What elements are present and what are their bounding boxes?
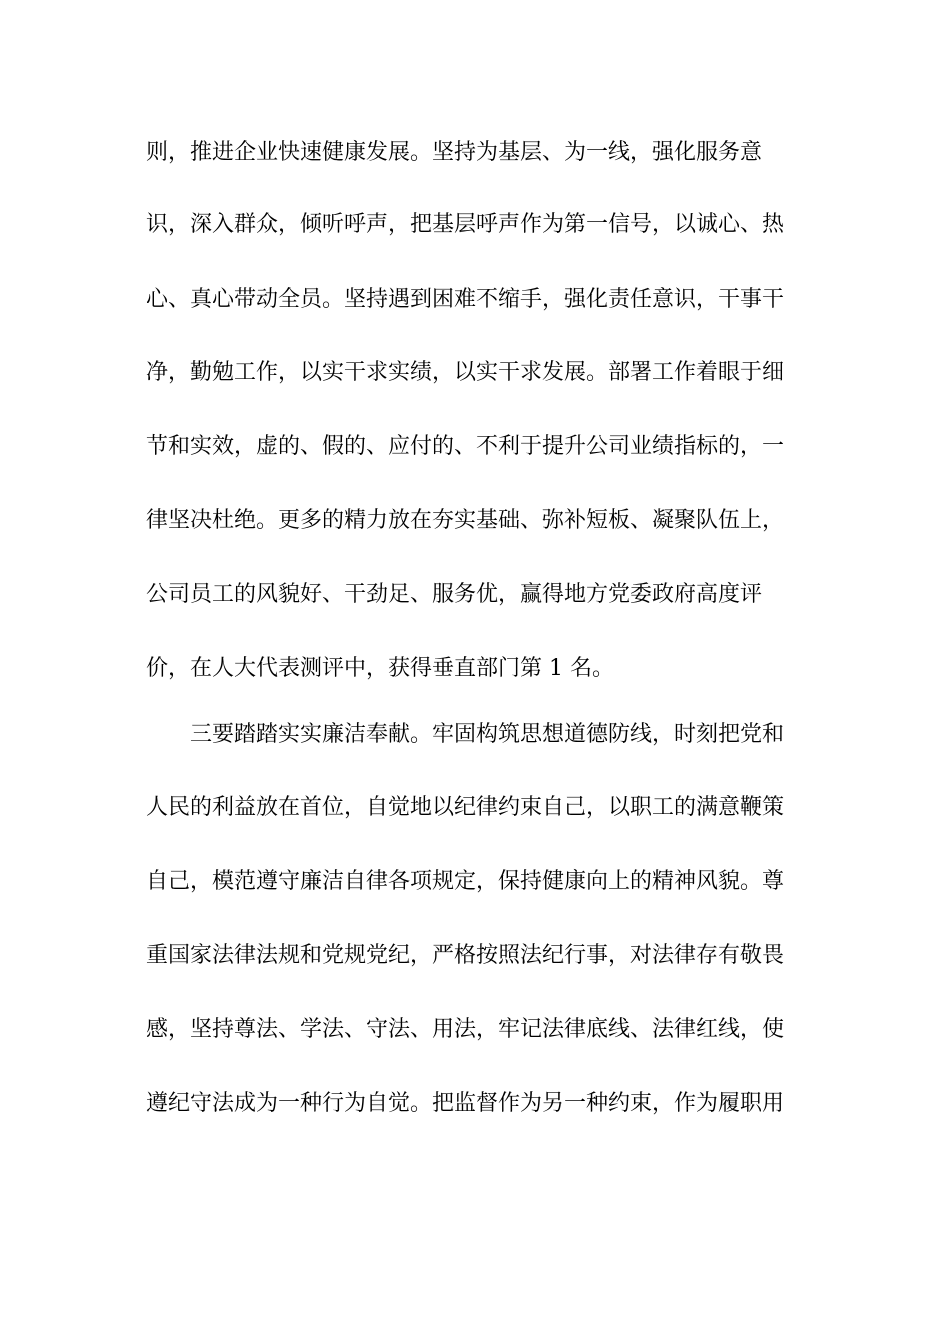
text-line: 人民的利益放在首位，自觉地以纪律约束自己，以职工的满意鞭策 bbox=[146, 795, 785, 820]
text-line: 心、真心带动全员。坚持遇到困难不缩手，强化责任意识，干事干 bbox=[146, 287, 785, 312]
text-line: 重国家法律法规和党规党纪，严格按照法纪行事，对法律存有敬畏 bbox=[146, 943, 785, 968]
text-line: 遵纪守法成为一种行为自觉。把监督作为另一种约束，作为履职用 bbox=[146, 1091, 785, 1116]
text-line: 自己，模范遵守廉洁自律各项规定，保持健康向上的精神风貌。尊 bbox=[146, 869, 785, 894]
paragraph-first-line: 三要踏踏实实廉洁奉献。牢固构筑思想道德防线，时刻把党和 bbox=[190, 722, 785, 747]
text-line: 则，推进企业快速健康发展。坚持为基层、为一线，强化服务意 bbox=[146, 140, 763, 165]
text-line: 公司员工的风貌好、干劲足、服务优，赢得地方党委政府高度评 bbox=[146, 582, 763, 607]
text-line: 净，勤勉工作，以实干求实绩，以实干求发展。部署工作着眼于细 bbox=[146, 360, 785, 385]
text-line: 价，在人大代表测评中，获得垂直部门第 1 名。 bbox=[146, 656, 614, 681]
text-line: 感，坚持尊法、学法、守法、用法，牢记法律底线、法律红线，使 bbox=[146, 1017, 785, 1042]
text-line: 识，深入群众，倾听呼声，把基层呼声作为第一信号，以诚心、热 bbox=[146, 212, 785, 237]
text-line: 节和实效，虚的、假的、应付的、不利于提升公司业绩指标的，一 bbox=[146, 434, 785, 459]
text-line: 律坚决杜绝。更多的精力放在夯实基础、弥补短板、凝聚队伍上， bbox=[146, 508, 785, 533]
